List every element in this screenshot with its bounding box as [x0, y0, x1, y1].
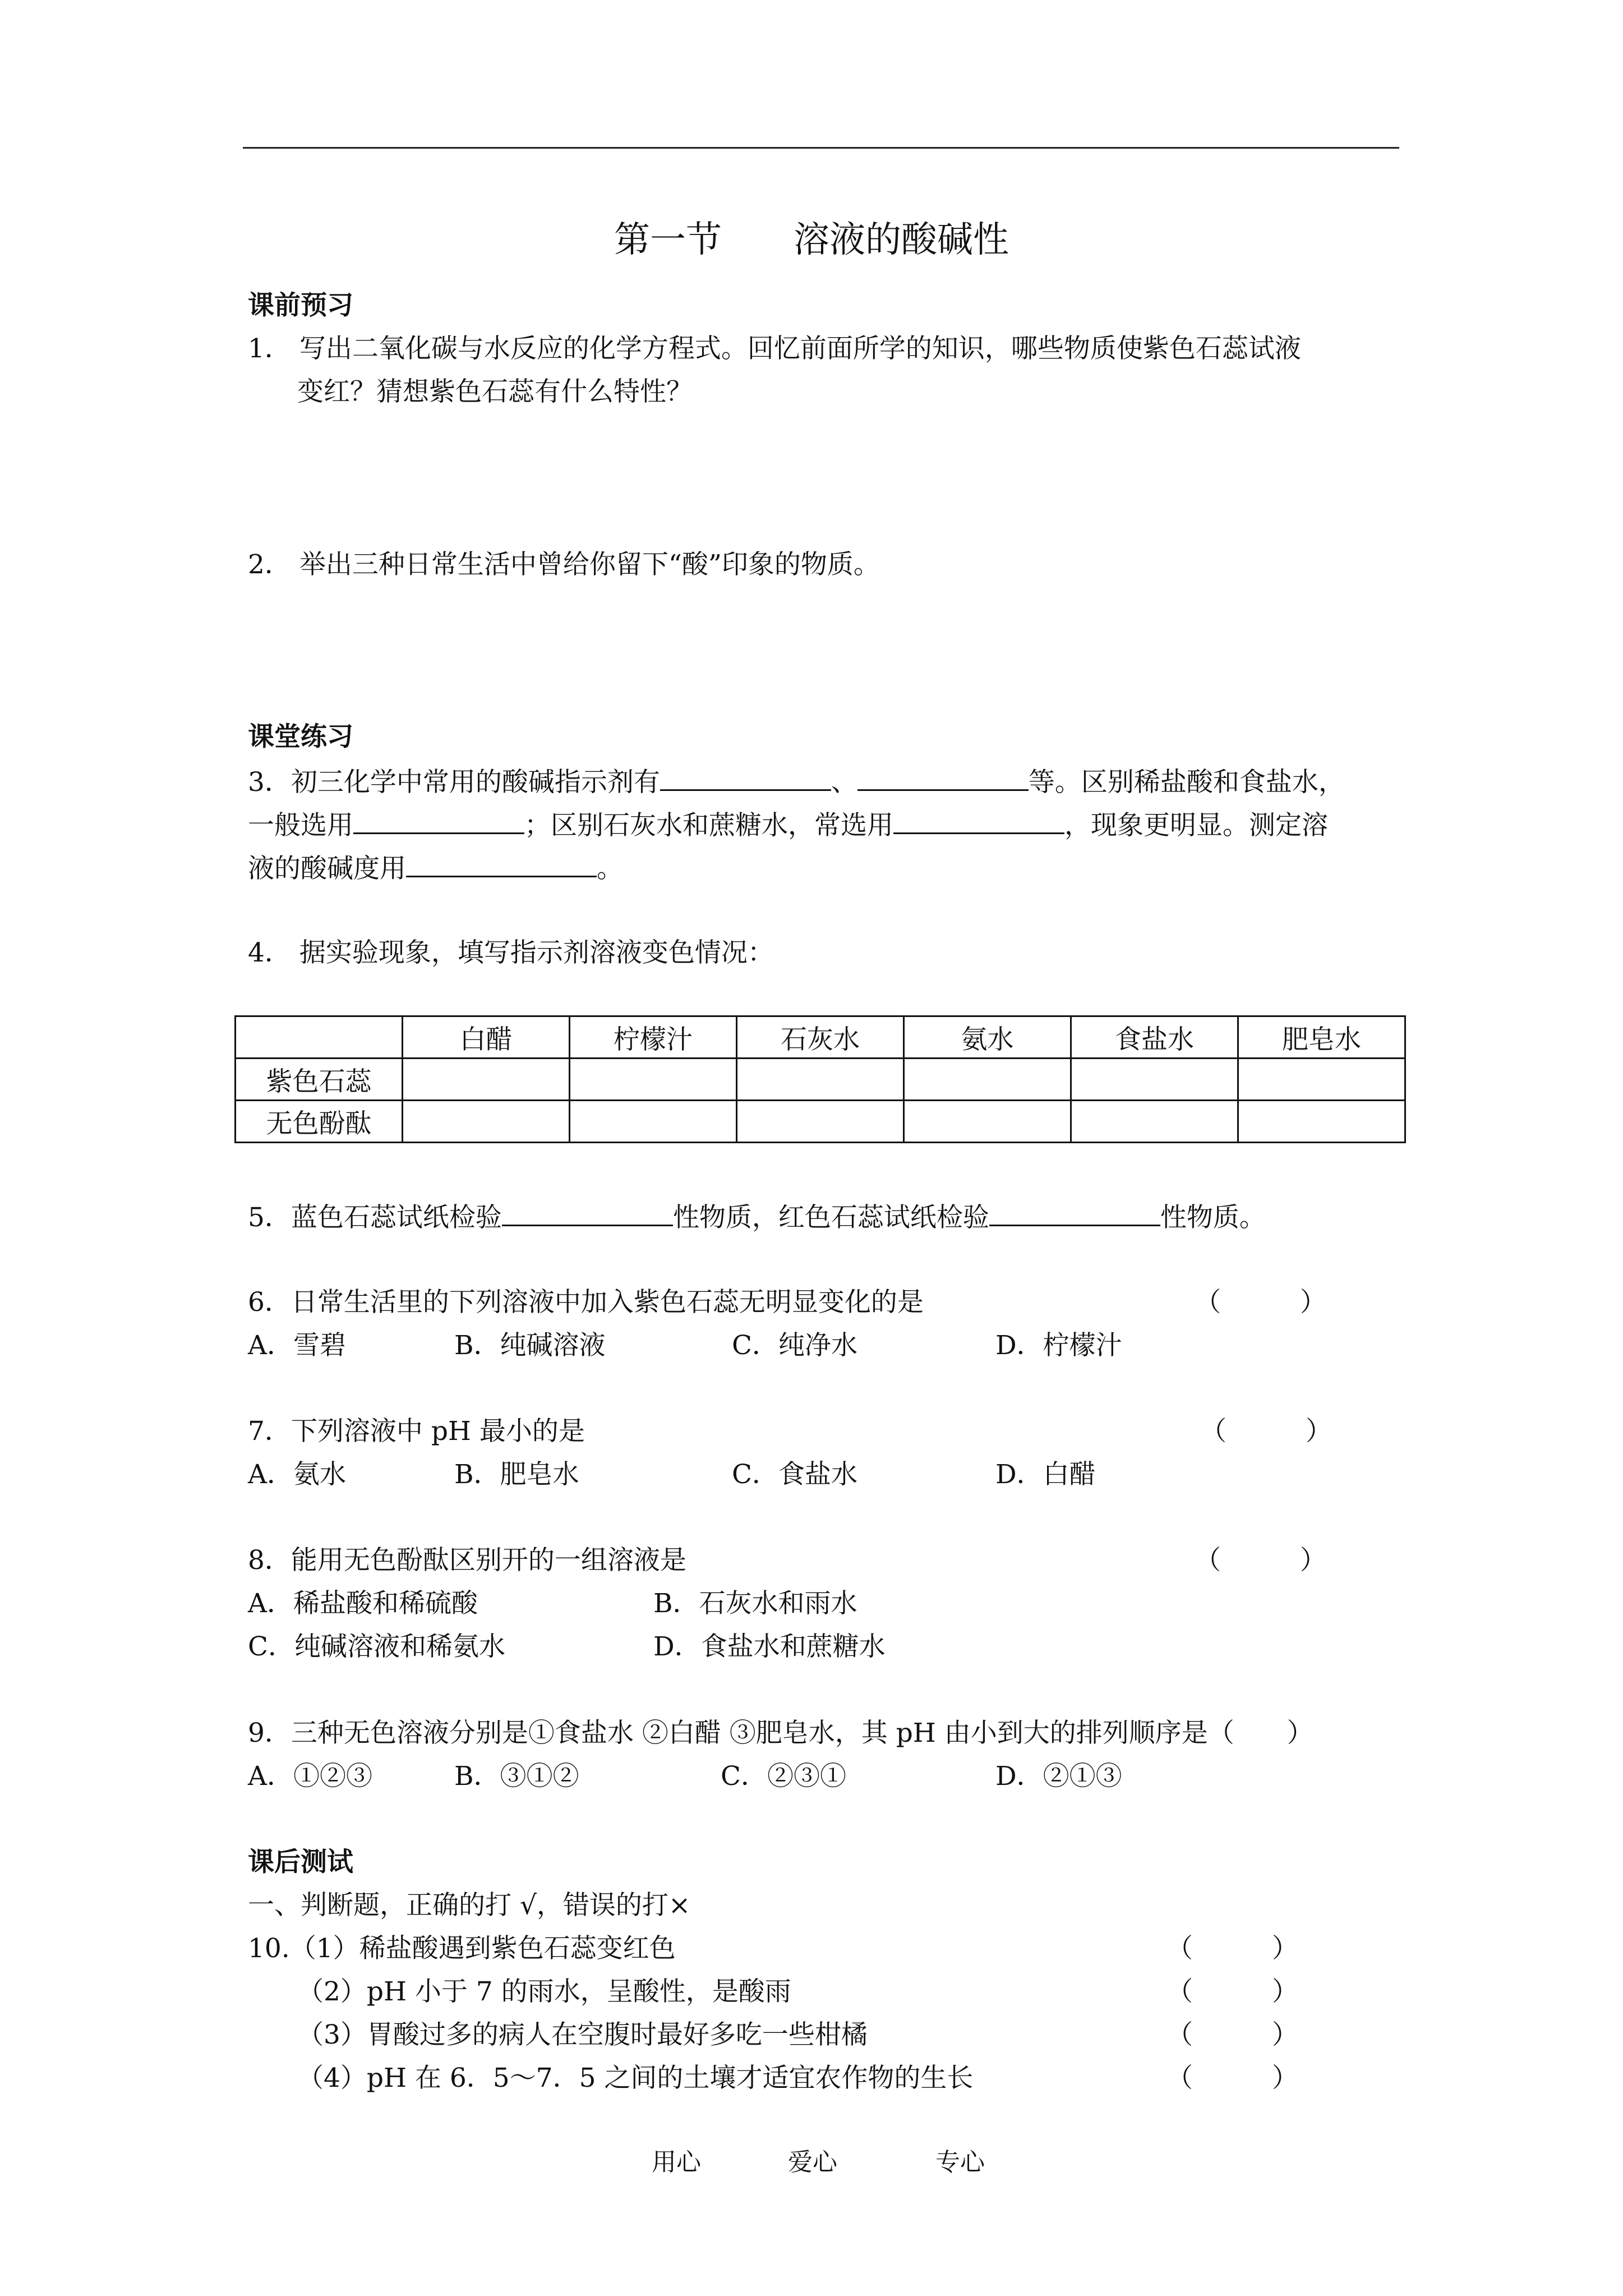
table-row-label: 紫色石蕊 — [236, 1059, 403, 1101]
q8-option-a: A．稀盐酸和稀硫酸 — [248, 1588, 478, 1619]
table-cell[interactable] — [1238, 1059, 1405, 1101]
question-7-stem: 7．下列溶液中 pH 最小的是 — [248, 1416, 585, 1447]
table-header-cell: 石灰水 — [737, 1016, 904, 1059]
q6-option-c: C．纯净水 — [732, 1330, 857, 1361]
table-row — [236, 1101, 1405, 1143]
question-3-line-2 — [248, 806, 1328, 844]
question-6-stem: 6．日常生活里的下列溶液中加入紫色石蕊无明显变化的是 — [248, 1287, 924, 1318]
q5-text-3: 性物质。 — [1160, 1202, 1266, 1233]
q3-text-6: ，现象更明显。测定溶 — [1064, 810, 1328, 841]
q3-text-7: 液的酸碱度用 — [248, 853, 406, 884]
question-3-line-3 — [248, 849, 623, 887]
judge-answer-paren[interactable]: （ ） — [1166, 1976, 1298, 2007]
table-cell[interactable] — [904, 1101, 1071, 1143]
q3-blank-2[interactable] — [857, 762, 1029, 791]
judge-answer-paren[interactable]: （ ） — [1166, 1933, 1298, 1964]
footer-word-2: 爱心 — [788, 2148, 837, 2177]
q3-text-8: 。 — [597, 853, 623, 884]
q3-blank-1[interactable] — [660, 762, 831, 791]
table-header-row — [236, 1016, 1405, 1059]
question-7-answer-paren[interactable]: （ ） — [1200, 1416, 1332, 1447]
q6-option-d: D．柠檬汁 — [995, 1330, 1122, 1361]
table-cell[interactable] — [403, 1059, 570, 1101]
question-4: 4． 据实验现象，填写指示剂溶液变色情况： — [248, 937, 774, 968]
table-cell[interactable] — [403, 1101, 570, 1143]
indicator-table — [234, 1015, 1406, 1143]
q3-blank-4[interactable] — [893, 806, 1064, 834]
judge-item-4: （4）pH 在 6．5～7．5 之间的土壤才适宜农作物的生长 — [297, 2063, 974, 2093]
q9-option-b: B．③①② — [454, 1761, 579, 1792]
judge-heading: 一、判断题，正确的打 √，错误的打× — [248, 1890, 691, 1921]
judge-item-3: （3）胃酸过多的病人在空腹时最好多吃一些柑橘 — [297, 2019, 868, 2050]
table-cell[interactable] — [737, 1101, 904, 1143]
q3-blank-5[interactable] — [406, 849, 597, 877]
q7-option-d: D．白醋 — [995, 1459, 1096, 1490]
q5-text-2: 性物质，红色石蕊试纸检验 — [672, 1202, 989, 1233]
q3-text-1: 3．初三化学中常用的酸碱指示剂有 — [248, 767, 660, 798]
q8-option-c: C．纯碱溶液和稀氨水 — [248, 1631, 505, 1662]
judge-item-1: 10.（1）稀盐酸遇到紫色石蕊变红色 — [248, 1933, 676, 1964]
table-row — [236, 1059, 1405, 1101]
q5-blank-2[interactable] — [989, 1198, 1160, 1226]
q3-text-4: 一般选用 — [248, 810, 353, 841]
table-header-cell: 肥皂水 — [1238, 1016, 1405, 1059]
table-cell[interactable] — [570, 1059, 737, 1101]
question-1-line-1: 1． 写出二氧化碳与水反应的化学方程式。回忆前面所学的知识，哪些物质使紫色石蕊试液 — [248, 333, 1301, 364]
table-header-cell: 食盐水 — [1071, 1016, 1238, 1059]
section-heading-classroom: 课堂练习 — [248, 721, 353, 752]
question-3-line-1 — [248, 762, 1345, 800]
q8-option-b: B．石灰水和雨水 — [653, 1588, 857, 1619]
q3-text-2: 、 — [831, 767, 857, 798]
q9-option-a: A．①②③ — [248, 1761, 372, 1792]
question-5 — [248, 1198, 1266, 1236]
table-header-cell: 氨水 — [904, 1016, 1071, 1059]
question-8-stem: 8．能用无色酚酞区别开的一组溶液是 — [248, 1545, 686, 1576]
section-heading-preview: 课前预习 — [248, 290, 353, 321]
question-9-stem: 9．三种无色溶液分别是①食盐水 ②白醋 ③肥皂水，其 pH 由小到大的排列顺序是（ ） — [248, 1718, 1313, 1749]
question-1-line-2: 变红？猜想紫色石蕊有什么特性？ — [297, 376, 693, 407]
table-cell[interactable] — [1071, 1059, 1238, 1101]
question-6-answer-paren[interactable]: （ ） — [1195, 1287, 1326, 1318]
q7-option-c: C．食盐水 — [732, 1459, 857, 1490]
table-cell[interactable] — [904, 1059, 1071, 1101]
q9-option-d: D．②①③ — [995, 1761, 1122, 1792]
table-cell[interactable] — [1071, 1101, 1238, 1143]
judge-answer-paren[interactable]: （ ） — [1166, 2019, 1298, 2050]
question-8-answer-paren[interactable]: （ ） — [1195, 1545, 1326, 1576]
q7-option-b: B．肥皂水 — [454, 1459, 579, 1490]
table-header-cell — [236, 1016, 403, 1059]
table-header-cell: 白醋 — [403, 1016, 570, 1059]
table-cell[interactable] — [737, 1059, 904, 1101]
judge-answer-paren[interactable]: （ ） — [1166, 2063, 1298, 2093]
q5-text-1: 5．蓝色石蕊试纸检验 — [248, 1202, 502, 1233]
table-cell[interactable] — [1238, 1101, 1405, 1143]
page-title: 第一节 溶液的酸碱性 — [614, 219, 1009, 261]
q3-text-5: ；区别石灰水和蔗糖水，常选用 — [524, 810, 893, 841]
section-heading-after: 课后测试 — [248, 1847, 353, 1878]
q8-option-d: D．食盐水和蔗糖水 — [653, 1631, 886, 1662]
table-header-cell: 柠檬汁 — [570, 1016, 737, 1059]
table-row-label: 无色酚酞 — [236, 1101, 403, 1143]
q6-option-b: B．纯碱溶液 — [454, 1330, 606, 1361]
table-cell[interactable] — [570, 1101, 737, 1143]
q7-option-a: A．氨水 — [248, 1459, 346, 1490]
q5-blank-1[interactable] — [502, 1198, 673, 1226]
header-rule — [243, 147, 1399, 149]
judge-item-2: （2）pH 小于 7 的雨水，呈酸性，是酸雨 — [297, 1976, 791, 2007]
q6-option-a: A．雪碧 — [248, 1330, 346, 1361]
footer-word-1: 用心 — [652, 2148, 701, 2177]
q9-option-c: C．②③① — [721, 1761, 846, 1792]
footer-word-3: 专心 — [935, 2148, 985, 2177]
question-2: 2． 举出三种日常生活中曾给你留下“酸”印象的物质。 — [248, 549, 880, 580]
q3-text-3: 等。区别稀盐酸和食盐水， — [1028, 767, 1345, 798]
q3-blank-3[interactable] — [353, 806, 524, 834]
